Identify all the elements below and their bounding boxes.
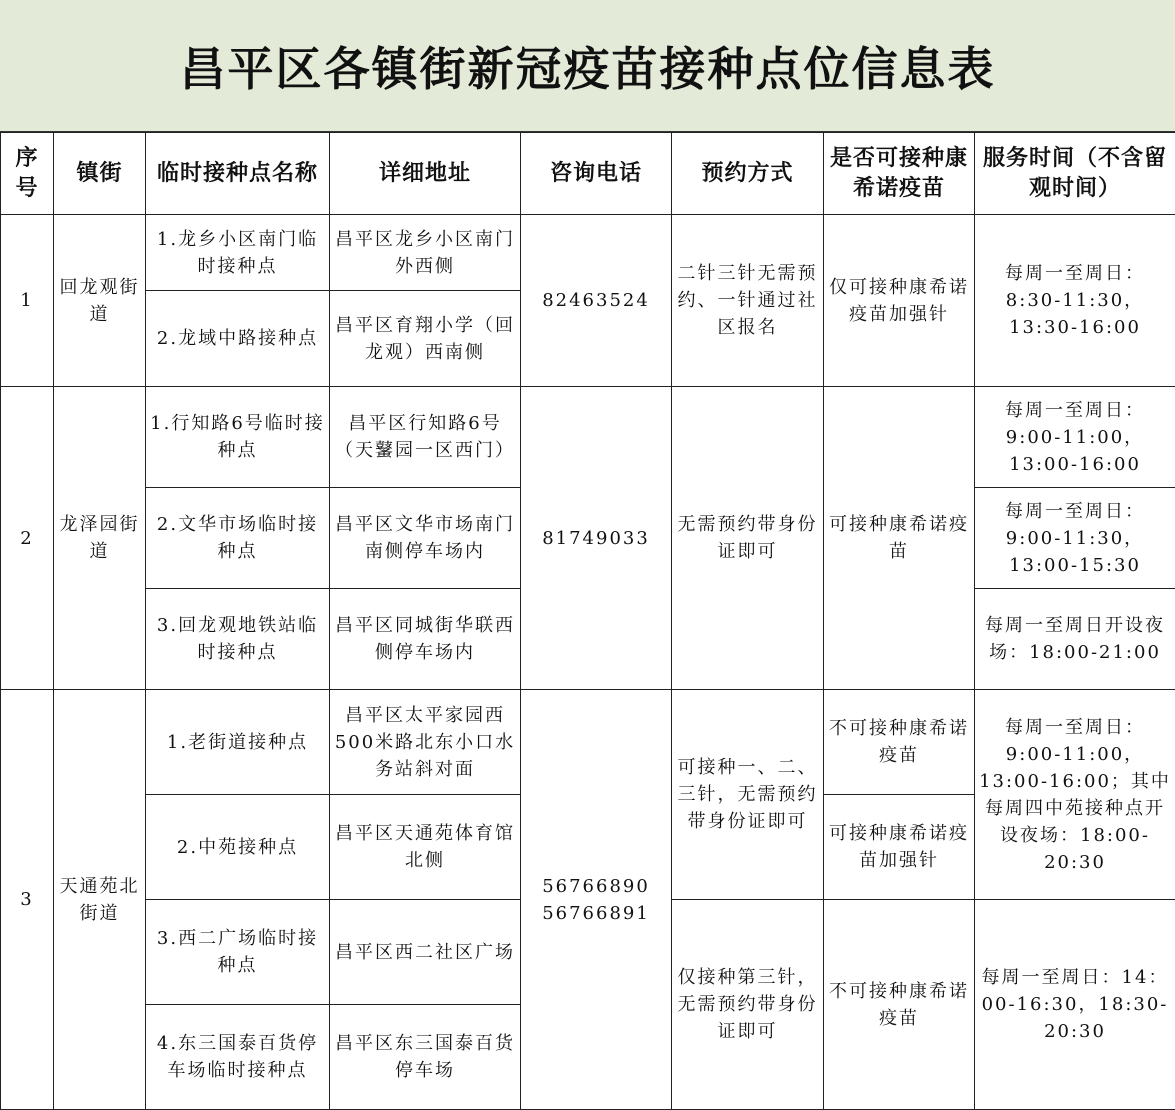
street-cell: 回龙观街道 (54, 215, 146, 387)
table-row (1, 215, 1175, 291)
site-name-cell: 1.老街道接种点 (146, 690, 330, 795)
hours-cell: 每周一至周日：14：00-16:30，18:30-20:30 (975, 900, 1175, 1110)
seq-cell: 3 (1, 690, 54, 1110)
address-cell: 昌平区文华市场南门南侧停车场内 (330, 488, 521, 589)
site-name-cell: 1.龙乡小区南门临时接种点 (146, 215, 330, 291)
site-name-cell: 2.中苑接种点 (146, 795, 330, 900)
hours-cell: 每周一至周日：9:00-11:00，13:00-16:00 (975, 387, 1175, 488)
address-cell: 昌平区行知路6号（天鼜园一区西门） (330, 387, 521, 488)
booking-cell: 无需预约带身份证即可 (672, 387, 824, 690)
phone-cell: 56766890 56766891 (521, 690, 672, 1110)
seq-cell: 2 (1, 387, 54, 690)
table-row (1, 690, 1175, 795)
address-cell: 昌平区育翔小学（回龙观）西南侧 (330, 291, 521, 387)
address-cell: 昌平区太平家园西500米路北东小口水务站斜对面 (330, 690, 521, 795)
table-row (1, 387, 1175, 488)
site-name-cell: 1.行知路6号临时接种点 (146, 387, 330, 488)
phone-cell: 82463524 (521, 215, 672, 387)
kexinuo-cell: 可接种康希诺疫苗加强针 (824, 795, 975, 900)
header-booking: 预约方式 (672, 133, 824, 215)
booking-cell: 仅接种第三针，无需预约带身份证即可 (672, 900, 824, 1110)
hours-cell: 每周一至周日：9:00-11:00，13:00-16:00；其中每周四中苑接种点开设夜场：18:00-20:30 (975, 690, 1175, 900)
kexinuo-cell: 不可接种康希诺疫苗 (824, 690, 975, 795)
site-name-cell: 4.东三国泰百货停车场临时接种点 (146, 1005, 330, 1110)
vaccination-sites-table (0, 132, 1175, 1110)
address-cell: 昌平区西二社区广场 (330, 900, 521, 1005)
header-hours: 服务时间（不含留观时间） (975, 133, 1175, 215)
header-site-name: 临时接种点名称 (146, 133, 330, 215)
address-cell: 昌平区东三国泰百货停车场 (330, 1005, 521, 1110)
site-name-cell: 2.龙域中路接种点 (146, 291, 330, 387)
phone-cell: 81749033 (521, 387, 672, 690)
kexinuo-cell: 不可接种康希诺疫苗 (824, 900, 975, 1110)
hours-cell: 每周一至周日：9:00-11:30，13:00-15:30 (975, 488, 1175, 589)
booking-cell: 二针三针无需预约、一针通过社区报名 (672, 215, 824, 387)
hours-cell: 每周一至周日：8:30-11:30，13:30-16:00 (975, 215, 1175, 387)
address-cell: 昌平区龙乡小区南门外西侧 (330, 215, 521, 291)
site-name-cell: 3.西二广场临时接种点 (146, 900, 330, 1005)
header-row (1, 133, 1175, 215)
booking-cell: 可接种一、二、三针，无需预约带身份证即可 (672, 690, 824, 900)
header-street: 镇街 (54, 133, 146, 215)
site-name-cell: 3.回龙观地铁站临时接种点 (146, 589, 330, 690)
header-phone: 咨询电话 (521, 133, 672, 215)
address-cell: 昌平区同城街华联西侧停车场内 (330, 589, 521, 690)
kexinuo-cell: 可接种康希诺疫苗 (824, 387, 975, 690)
header-seq: 序号 (1, 133, 54, 215)
header-address: 详细地址 (330, 133, 521, 215)
header-kexinuo: 是否可接种康希诺疫苗 (824, 133, 975, 215)
address-cell: 昌平区天通苑体育馆北侧 (330, 795, 521, 900)
kexinuo-cell: 仅可接种康希诺疫苗加强针 (824, 215, 975, 387)
street-cell: 龙泽园街道 (54, 387, 146, 690)
title-bar (0, 0, 1175, 132)
seq-cell: 1 (1, 215, 54, 387)
hours-cell: 每周一至周日开设夜场：18:00-21:00 (975, 589, 1175, 690)
page-title: 昌平区各镇街新冠疫苗接种点位信息表 (180, 33, 996, 99)
site-name-cell: 2.文华市场临时接种点 (146, 488, 330, 589)
street-cell: 天通苑北街道 (54, 690, 146, 1110)
